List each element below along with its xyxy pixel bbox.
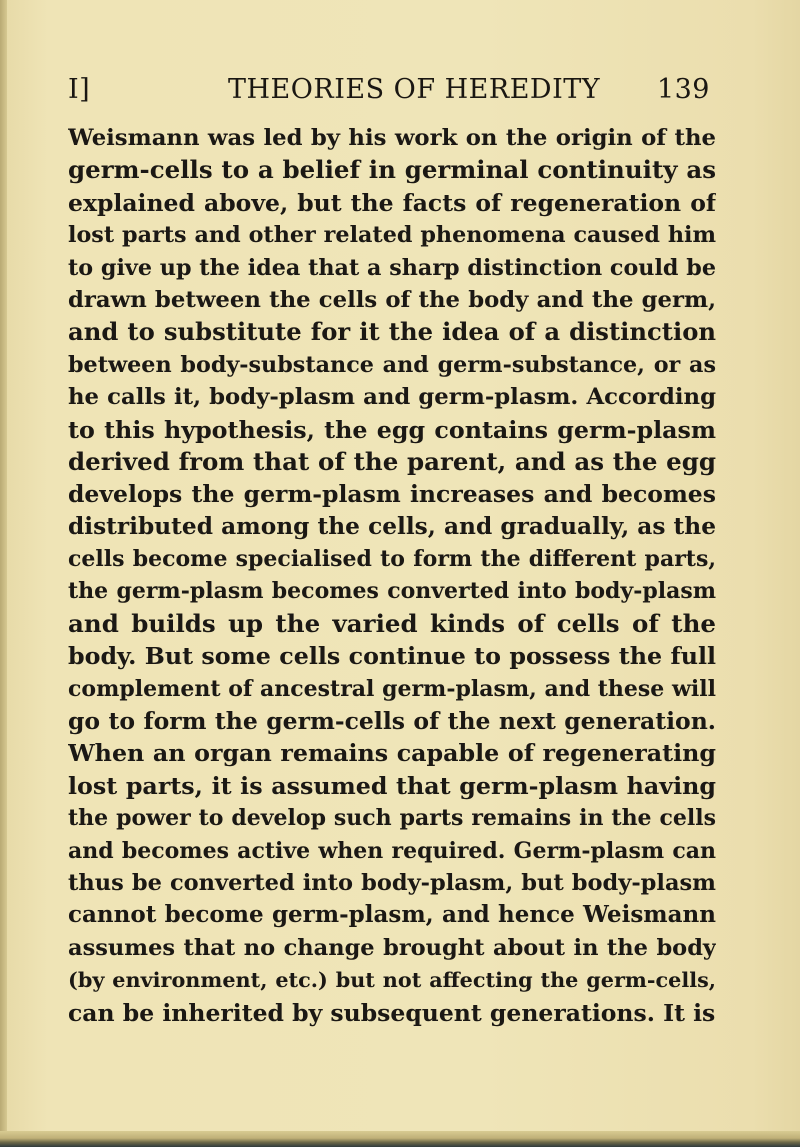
page-number: 139 [656, 74, 710, 105]
text-line: distributed among the cells, and gradually, as the [68, 512, 716, 540]
text-line: to give up the idea that a sharp distinction could be [68, 254, 716, 281]
text-line: lost parts and other related phenomena caused him [68, 222, 716, 249]
text-line: Weismann was led by his work on the origin of the [68, 125, 716, 151]
text-line: assumes that no change brought about in the body [68, 934, 716, 961]
text-line: and to substitute for it the idea of a distinction [68, 317, 716, 347]
page-bottom-edge [0, 1131, 800, 1147]
body-paragraph [68, 122, 716, 1029]
text-line: germ-cells to a belief in germinal continuity as [68, 155, 716, 185]
text-line: go to form the germ-cells of the next generation. [68, 707, 716, 736]
text-line: cannot become germ-plasm, and hence Weismann [68, 901, 716, 929]
text-line: (by environment, etc.) but not affecting the germ-cells, [68, 968, 716, 993]
text-line: the germ-plasm becomes converted into body-plasm [68, 578, 716, 605]
text-line: develops the germ-plasm increases and becomes [68, 480, 716, 509]
text-line: thus be converted into body-plasm, but body-plasm [68, 869, 716, 896]
text-line: lost parts, it is assumed that germ-plasm having [68, 771, 716, 800]
text-line: to this hypothesis, the egg contains germ-plasm [68, 415, 716, 444]
text-line: explained above, but the facts of regeneration of [68, 188, 716, 217]
text-line: the power to develop such parts remains in the cells [68, 805, 716, 832]
text-line: body. But some cells continue to possess the full [68, 642, 716, 671]
text-line: When an organ remains capable of regenerating [68, 739, 716, 768]
page-binding-edge [0, 0, 7, 1147]
text-line: and builds up the varied kinds of cells of the [68, 608, 716, 638]
text-line: between body-substance and germ-substance, or as [68, 351, 716, 378]
running-title: THEORIES OF HEREDITY [228, 74, 601, 105]
text-line: complement of ancestral germ-plasm, and these will [68, 675, 716, 702]
text-line: derived from that of the parent, and as the egg [68, 446, 716, 476]
text-line: and becomes active when required. Germ-plasm can [68, 837, 716, 864]
text-line: he calls it, body-plasm and germ-plasm. According [68, 384, 716, 411]
chapter-number: I] [68, 74, 91, 105]
text-line: drawn between the cells of the body and the germ, [68, 286, 716, 313]
running-header [68, 70, 710, 110]
text-line: can be inherited by subsequent generations. It is [68, 998, 716, 1027]
text-line: cells become specialised to form the different parts, [68, 546, 716, 573]
